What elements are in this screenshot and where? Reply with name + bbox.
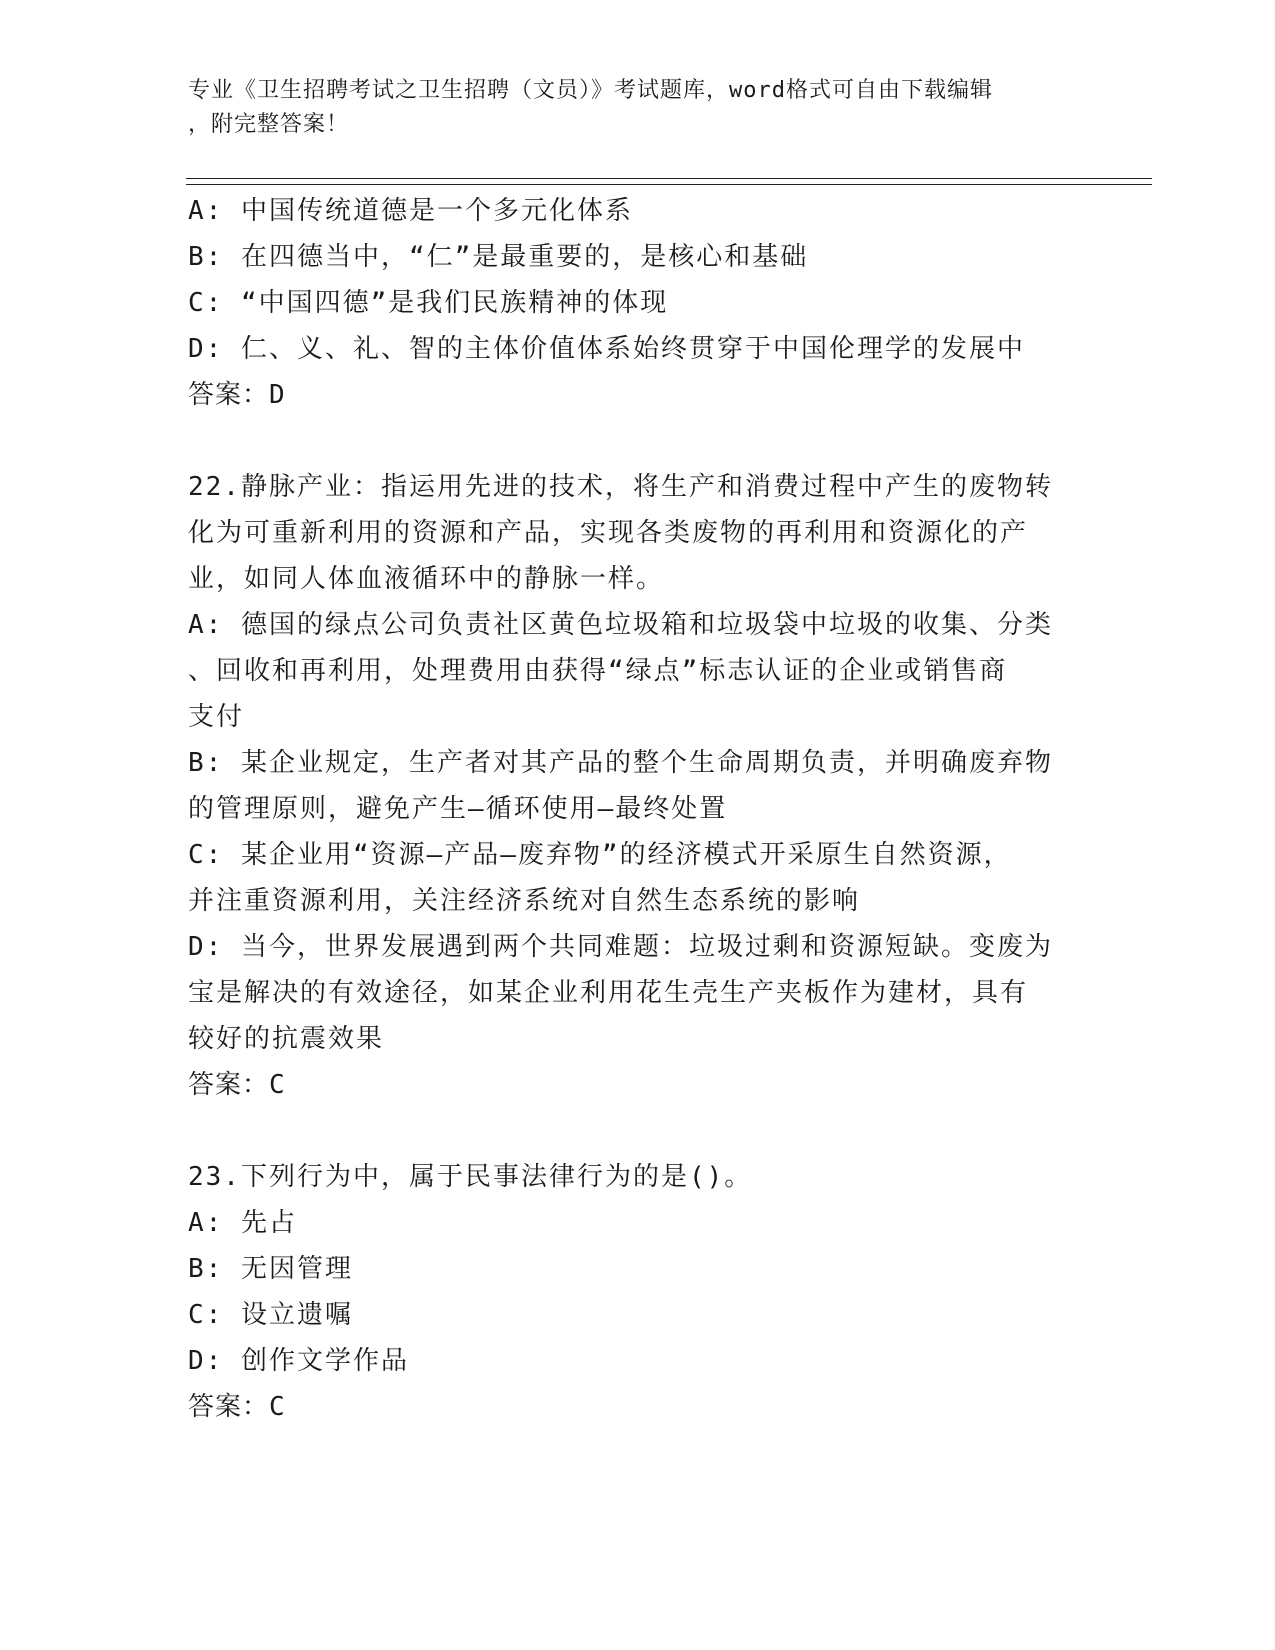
q22-option-b-line-1: B: 某企业规定，生产者对其产品的整个生命周期负责，并明确废弃物: [188, 748, 1053, 778]
q23-answer: 答案：C: [188, 1392, 286, 1422]
q23-option-a: A: 先占: [188, 1208, 297, 1238]
q22-stem-line-3: 业，如同人体血液循环中的静脉一样。: [188, 564, 665, 594]
q23-stem: 23.下列行为中，属于民事法律行为的是()。: [188, 1162, 753, 1192]
q22-option-d-line-3: 较好的抗震效果: [188, 1024, 385, 1054]
header-line-2: ，附完整答案！: [188, 112, 350, 137]
spacer: [188, 1108, 1088, 1154]
q22-answer: 答案：C: [188, 1070, 286, 1100]
question-23: [188, 1154, 1088, 1430]
question-content: [188, 188, 1088, 1430]
document-header: [188, 74, 1068, 142]
q21-option-d: D: 仁、义、礼、智的主体价值体系始终贯穿于中国伦理学的发展中: [188, 334, 1025, 364]
header-rule-top: [186, 178, 1152, 179]
header-rule-bottom: [186, 184, 1152, 185]
spacer: [188, 418, 1088, 464]
q22-option-c-line-2: 并注重资源利用，关注经济系统对自然生态系统的影响: [188, 886, 861, 916]
q23-option-c: C: 设立遗嘱: [188, 1300, 353, 1330]
q22-option-b-line-2: 的管理原则，避免产生—循环使用—最终处置: [188, 794, 728, 824]
question-22: [188, 464, 1088, 1108]
q22-stem-line-1: 22.静脉产业：指运用先进的技术，将生产和消费过程中产生的废物转: [188, 472, 1053, 502]
header-line-1: 专业《卫生招聘考试之卫生招聘（文员）》考试题库，word格式可自由下载编辑: [188, 78, 993, 103]
q21-option-a: A: 中国传统道德是一个多元化体系: [188, 196, 633, 226]
q22-option-a-line-2: 、回收和再利用，处理费用由获得“绿点”标志认证的企业或销售商: [188, 656, 1008, 686]
q22-option-a-line-3: 支付: [188, 702, 245, 732]
q21-answer: 答案：D: [188, 380, 286, 410]
q22-option-c-line-1: C: 某企业用“资源—产品—废弃物”的经济模式开采原生自然资源，: [188, 840, 1012, 870]
q22-option-d-line-1: D: 当今，世界发展遇到两个共同难题：垃圾过剩和资源短缺。变废为: [188, 932, 1053, 962]
question-21: [188, 188, 1088, 418]
q22-option-d-line-2: 宝是解决的有效途径，如某企业利用花生壳生产夹板作为建材，具有: [188, 978, 1029, 1008]
q21-option-c: C: “中国四德”是我们民族精神的体现: [188, 288, 669, 318]
q23-option-b: B: 无因管理: [188, 1254, 353, 1284]
q23-option-d: D: 创作文学作品: [188, 1346, 409, 1376]
q22-option-a-line-1: A: 德国的绿点公司负责社区黄色垃圾箱和垃圾袋中垃圾的收集、分类: [188, 610, 1053, 640]
q22-stem-line-2: 化为可重新利用的资源和产品，实现各类废物的再利用和资源化的产: [188, 518, 1029, 548]
q21-option-b: B: 在四德当中，“仁”是最重要的，是核心和基础: [188, 242, 809, 272]
